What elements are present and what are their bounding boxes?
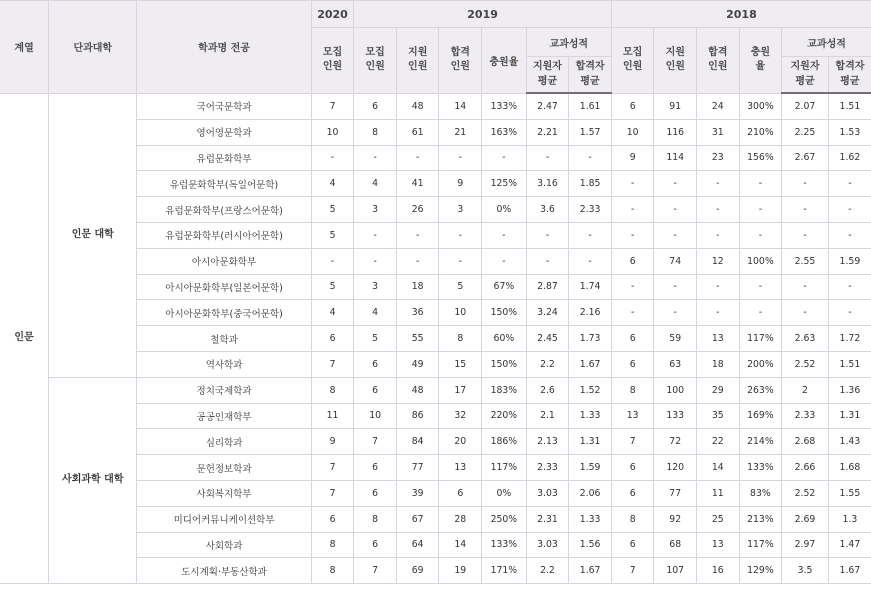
- value-cell: -: [828, 197, 871, 223]
- value-cell: 86: [396, 403, 439, 429]
- value-cell: 13: [697, 532, 740, 558]
- value-cell: 2.97: [782, 532, 829, 558]
- value-cell: 1.74: [569, 274, 612, 300]
- value-cell: 7: [354, 558, 397, 584]
- value-cell: 16: [697, 558, 740, 584]
- value-cell: 2.68: [782, 429, 829, 455]
- value-cell: 14: [439, 532, 482, 558]
- value-cell: 1.51: [828, 351, 871, 377]
- value-cell: 250%: [482, 506, 527, 532]
- header-year-2020: 2020: [311, 1, 354, 28]
- value-cell: 4: [354, 300, 397, 326]
- value-cell: 2.25: [782, 119, 829, 145]
- value-cell: 117%: [739, 532, 782, 558]
- value-cell: 25: [697, 506, 740, 532]
- value-cell: -: [526, 248, 569, 274]
- value-cell: 1.31: [569, 429, 612, 455]
- department-cell: 국어국문학과: [137, 93, 311, 119]
- header-department: 학과명 전공: [137, 1, 311, 94]
- value-cell: 1.31: [828, 403, 871, 429]
- value-cell: 68: [654, 532, 697, 558]
- value-cell: 107: [654, 558, 697, 584]
- value-cell: 0%: [482, 480, 527, 506]
- value-cell: -: [782, 197, 829, 223]
- value-cell: -: [526, 145, 569, 171]
- value-cell: 26: [396, 197, 439, 223]
- value-cell: -: [611, 274, 654, 300]
- value-cell: 2.52: [782, 480, 829, 506]
- value-cell: -: [697, 197, 740, 223]
- value-cell: 3: [354, 197, 397, 223]
- value-cell: 8: [311, 558, 354, 584]
- value-cell: 24: [697, 93, 740, 119]
- value-cell: 213%: [739, 506, 782, 532]
- value-cell: 186%: [482, 429, 527, 455]
- value-cell: 61: [396, 119, 439, 145]
- value-cell: 1.72: [828, 326, 871, 352]
- value-cell: -: [482, 145, 527, 171]
- value-cell: 3.24: [526, 300, 569, 326]
- value-cell: 100: [654, 377, 697, 403]
- department-cell: 아시아문화학부(일본어문학): [137, 274, 311, 300]
- value-cell: 10: [439, 300, 482, 326]
- table-row: [0, 93, 871, 119]
- value-cell: -: [482, 222, 527, 248]
- department-cell: 문헌정보학과: [137, 455, 311, 481]
- value-cell: 77: [654, 480, 697, 506]
- value-cell: 0%: [482, 197, 527, 223]
- value-cell: 4: [311, 171, 354, 197]
- value-cell: -: [569, 145, 612, 171]
- value-cell: 9: [439, 171, 482, 197]
- value-cell: 7: [354, 429, 397, 455]
- value-cell: 14: [439, 93, 482, 119]
- value-cell: 1.43: [828, 429, 871, 455]
- department-cell: 유럽문화학부(프랑스어문학): [137, 197, 311, 223]
- value-cell: 1.59: [828, 248, 871, 274]
- value-cell: -: [654, 197, 697, 223]
- value-cell: -: [782, 274, 829, 300]
- value-cell: 9: [311, 429, 354, 455]
- header-2018-grades: 교과성적: [782, 28, 871, 57]
- value-cell: 7: [311, 480, 354, 506]
- value-cell: -: [828, 171, 871, 197]
- value-cell: 114: [654, 145, 697, 171]
- value-cell: 6: [611, 351, 654, 377]
- header-2019-applicant-avg: 지원자 평균: [526, 57, 569, 94]
- value-cell: 91: [654, 93, 697, 119]
- value-cell: 13: [697, 326, 740, 352]
- header-2018-fill-rate: 충원 율: [739, 28, 782, 94]
- value-cell: 2.45: [526, 326, 569, 352]
- value-cell: 133%: [739, 455, 782, 481]
- value-cell: -: [611, 300, 654, 326]
- value-cell: 4: [354, 171, 397, 197]
- value-cell: -: [439, 222, 482, 248]
- value-cell: -: [697, 300, 740, 326]
- value-cell: 2: [782, 377, 829, 403]
- value-cell: 63: [654, 351, 697, 377]
- value-cell: 117%: [482, 455, 527, 481]
- value-cell: 2.55: [782, 248, 829, 274]
- value-cell: 2.07: [782, 93, 829, 119]
- value-cell: -: [611, 197, 654, 223]
- value-cell: 1.33: [569, 506, 612, 532]
- header-2019-accepted-avg: 합격자 평균: [569, 57, 612, 94]
- department-cell: 미디어커뮤니케이션학부: [137, 506, 311, 532]
- value-cell: 2.66: [782, 455, 829, 481]
- value-cell: 2.2: [526, 558, 569, 584]
- value-cell: 77: [396, 455, 439, 481]
- value-cell: 6: [439, 480, 482, 506]
- value-cell: 8: [611, 506, 654, 532]
- value-cell: 3.03: [526, 532, 569, 558]
- value-cell: 6: [354, 377, 397, 403]
- value-cell: 7: [311, 93, 354, 119]
- value-cell: 263%: [739, 377, 782, 403]
- value-cell: 18: [396, 274, 439, 300]
- value-cell: 1.55: [828, 480, 871, 506]
- department-cell: 유럽문화학부(러시아어문학): [137, 222, 311, 248]
- value-cell: 2.63: [782, 326, 829, 352]
- value-cell: 3: [354, 274, 397, 300]
- value-cell: 220%: [482, 403, 527, 429]
- value-cell: 150%: [482, 351, 527, 377]
- value-cell: 169%: [739, 403, 782, 429]
- value-cell: 48: [396, 377, 439, 403]
- value-cell: 74: [654, 248, 697, 274]
- value-cell: 19: [439, 558, 482, 584]
- value-cell: 29: [697, 377, 740, 403]
- value-cell: 2.1: [526, 403, 569, 429]
- value-cell: -: [439, 248, 482, 274]
- value-cell: 163%: [482, 119, 527, 145]
- value-cell: 3: [439, 197, 482, 223]
- value-cell: -: [654, 222, 697, 248]
- value-cell: -: [396, 145, 439, 171]
- value-cell: 117%: [739, 326, 782, 352]
- value-cell: 41: [396, 171, 439, 197]
- value-cell: 133: [654, 403, 697, 429]
- value-cell: 1.73: [569, 326, 612, 352]
- value-cell: 133%: [482, 532, 527, 558]
- value-cell: -: [782, 222, 829, 248]
- value-cell: -: [828, 222, 871, 248]
- value-cell: 1.56: [569, 532, 612, 558]
- value-cell: -: [482, 248, 527, 274]
- value-cell: 120: [654, 455, 697, 481]
- value-cell: -: [311, 248, 354, 274]
- value-cell: 22: [697, 429, 740, 455]
- value-cell: 1.59: [569, 455, 612, 481]
- value-cell: 2.21: [526, 119, 569, 145]
- value-cell: 8: [311, 377, 354, 403]
- value-cell: 10: [311, 119, 354, 145]
- value-cell: 2.47: [526, 93, 569, 119]
- table-row: [0, 377, 871, 403]
- department-cell: 철학과: [137, 326, 311, 352]
- value-cell: 67%: [482, 274, 527, 300]
- header-2019-grades: 교과성적: [526, 28, 611, 57]
- value-cell: 6: [611, 455, 654, 481]
- value-cell: 2.69: [782, 506, 829, 532]
- value-cell: 64: [396, 532, 439, 558]
- value-cell: 133%: [482, 93, 527, 119]
- value-cell: -: [396, 222, 439, 248]
- college-cell: 사회과학 대학: [49, 377, 137, 583]
- header-category: 계열: [0, 1, 49, 94]
- value-cell: 2.6: [526, 377, 569, 403]
- value-cell: 67: [396, 506, 439, 532]
- department-cell: 사회복지학부: [137, 480, 311, 506]
- value-cell: 12: [697, 248, 740, 274]
- value-cell: 83%: [739, 480, 782, 506]
- college-cell: 인문 대학: [49, 93, 137, 377]
- value-cell: -: [782, 300, 829, 326]
- department-cell: 심리학과: [137, 429, 311, 455]
- value-cell: 3.16: [526, 171, 569, 197]
- value-cell: 5: [354, 326, 397, 352]
- department-cell: 아시아문화학부: [137, 248, 311, 274]
- value-cell: 23: [697, 145, 740, 171]
- value-cell: 1.61: [569, 93, 612, 119]
- value-cell: 3.03: [526, 480, 569, 506]
- header-2019-recruit: 모집 인원: [354, 28, 397, 94]
- value-cell: 1.36: [828, 377, 871, 403]
- header-2018-accepted: 합격 인원: [697, 28, 740, 94]
- value-cell: 84: [396, 429, 439, 455]
- value-cell: -: [739, 274, 782, 300]
- value-cell: 11: [697, 480, 740, 506]
- value-cell: 49: [396, 351, 439, 377]
- value-cell: 7: [311, 455, 354, 481]
- value-cell: 116: [654, 119, 697, 145]
- value-cell: 2.33: [569, 197, 612, 223]
- value-cell: -: [739, 300, 782, 326]
- value-cell: 8: [439, 326, 482, 352]
- value-cell: 31: [697, 119, 740, 145]
- value-cell: 6: [354, 351, 397, 377]
- header-2018-recruit: 모집 인원: [611, 28, 654, 94]
- value-cell: 48: [396, 93, 439, 119]
- header-2018-applicant-avg: 지원자 평균: [782, 57, 829, 94]
- value-cell: 2.87: [526, 274, 569, 300]
- value-cell: 20: [439, 429, 482, 455]
- value-cell: 7: [311, 351, 354, 377]
- value-cell: 7: [611, 429, 654, 455]
- value-cell: 1.85: [569, 171, 612, 197]
- value-cell: 1.67: [569, 351, 612, 377]
- department-cell: 공공인재학부: [137, 403, 311, 429]
- value-cell: -: [611, 222, 654, 248]
- value-cell: 6: [611, 326, 654, 352]
- value-cell: 17: [439, 377, 482, 403]
- value-cell: 59: [654, 326, 697, 352]
- value-cell: 1.3: [828, 506, 871, 532]
- value-cell: 2.67: [782, 145, 829, 171]
- value-cell: 214%: [739, 429, 782, 455]
- value-cell: 6: [354, 480, 397, 506]
- value-cell: -: [439, 145, 482, 171]
- department-cell: 도시계획·부동산학과: [137, 558, 311, 584]
- value-cell: -: [569, 222, 612, 248]
- value-cell: 1.47: [828, 532, 871, 558]
- value-cell: -: [396, 248, 439, 274]
- value-cell: 10: [611, 119, 654, 145]
- value-cell: 8: [311, 532, 354, 558]
- department-cell: 영어영문학과: [137, 119, 311, 145]
- value-cell: -: [354, 248, 397, 274]
- header-2019-accepted: 합격 인원: [439, 28, 482, 94]
- value-cell: -: [654, 171, 697, 197]
- value-cell: 6: [611, 248, 654, 274]
- value-cell: 6: [611, 93, 654, 119]
- value-cell: -: [739, 171, 782, 197]
- value-cell: 3.6: [526, 197, 569, 223]
- value-cell: 1.53: [828, 119, 871, 145]
- value-cell: 6: [354, 93, 397, 119]
- value-cell: 9: [611, 145, 654, 171]
- value-cell: 32: [439, 403, 482, 429]
- value-cell: 5: [439, 274, 482, 300]
- value-cell: 1.67: [569, 558, 612, 584]
- value-cell: 8: [354, 119, 397, 145]
- value-cell: 15: [439, 351, 482, 377]
- header-2018-accepted-avg: 합격자 평균: [828, 57, 871, 94]
- value-cell: 2.33: [782, 403, 829, 429]
- value-cell: 183%: [482, 377, 527, 403]
- value-cell: 35: [697, 403, 740, 429]
- value-cell: 2.31: [526, 506, 569, 532]
- department-cell: 유럽문화학부: [137, 145, 311, 171]
- value-cell: 2.33: [526, 455, 569, 481]
- value-cell: -: [782, 171, 829, 197]
- value-cell: 300%: [739, 93, 782, 119]
- value-cell: 200%: [739, 351, 782, 377]
- value-cell: 5: [311, 222, 354, 248]
- value-cell: 210%: [739, 119, 782, 145]
- value-cell: 11: [311, 403, 354, 429]
- value-cell: 28: [439, 506, 482, 532]
- value-cell: 6: [311, 506, 354, 532]
- value-cell: 171%: [482, 558, 527, 584]
- value-cell: -: [569, 248, 612, 274]
- value-cell: 13: [611, 403, 654, 429]
- department-cell: 유럽문화학부(독일어문학): [137, 171, 311, 197]
- value-cell: -: [654, 274, 697, 300]
- value-cell: 1.33: [569, 403, 612, 429]
- value-cell: -: [697, 171, 740, 197]
- value-cell: 6: [611, 532, 654, 558]
- department-cell: 역사학과: [137, 351, 311, 377]
- value-cell: 1.62: [828, 145, 871, 171]
- value-cell: -: [828, 300, 871, 326]
- value-cell: 18: [697, 351, 740, 377]
- value-cell: -: [697, 222, 740, 248]
- value-cell: 129%: [739, 558, 782, 584]
- value-cell: 55: [396, 326, 439, 352]
- value-cell: -: [654, 300, 697, 326]
- value-cell: 60%: [482, 326, 527, 352]
- header-year-2019: 2019: [354, 1, 612, 28]
- value-cell: 1.57: [569, 119, 612, 145]
- value-cell: 92: [654, 506, 697, 532]
- value-cell: 2.13: [526, 429, 569, 455]
- header-2019-applicants: 지원 인원: [396, 28, 439, 94]
- table-header: [0, 1, 871, 94]
- value-cell: -: [311, 145, 354, 171]
- value-cell: -: [611, 171, 654, 197]
- value-cell: 10: [354, 403, 397, 429]
- value-cell: -: [354, 222, 397, 248]
- header-college: 단과대학: [49, 1, 137, 94]
- value-cell: 6: [611, 480, 654, 506]
- value-cell: 6: [354, 532, 397, 558]
- header-year-2018: 2018: [611, 1, 871, 28]
- value-cell: 2.16: [569, 300, 612, 326]
- value-cell: 7: [611, 558, 654, 584]
- value-cell: 156%: [739, 145, 782, 171]
- value-cell: -: [697, 274, 740, 300]
- value-cell: 69: [396, 558, 439, 584]
- table-body: [0, 93, 871, 584]
- value-cell: 2.52: [782, 351, 829, 377]
- value-cell: 36: [396, 300, 439, 326]
- value-cell: -: [739, 197, 782, 223]
- department-cell: 아시아문화학부(중국어문학): [137, 300, 311, 326]
- value-cell: 100%: [739, 248, 782, 274]
- value-cell: 1.67: [828, 558, 871, 584]
- value-cell: 2.06: [569, 480, 612, 506]
- value-cell: 150%: [482, 300, 527, 326]
- value-cell: -: [526, 222, 569, 248]
- value-cell: 14: [697, 455, 740, 481]
- value-cell: 72: [654, 429, 697, 455]
- value-cell: 125%: [482, 171, 527, 197]
- header-2018-applicants: 지원 인원: [654, 28, 697, 94]
- value-cell: 1.68: [828, 455, 871, 481]
- value-cell: 2.2: [526, 351, 569, 377]
- value-cell: -: [739, 222, 782, 248]
- value-cell: 8: [354, 506, 397, 532]
- header-2020-recruit: 모집 인원: [311, 28, 354, 94]
- value-cell: 6: [354, 455, 397, 481]
- department-cell: 정치국제학과: [137, 377, 311, 403]
- value-cell: 1.51: [828, 93, 871, 119]
- department-cell: 사회학과: [137, 532, 311, 558]
- value-cell: 5: [311, 274, 354, 300]
- value-cell: 39: [396, 480, 439, 506]
- category-cell: 인문: [0, 93, 49, 584]
- value-cell: -: [354, 145, 397, 171]
- value-cell: 21: [439, 119, 482, 145]
- value-cell: 6: [311, 326, 354, 352]
- value-cell: 1.52: [569, 377, 612, 403]
- value-cell: -: [828, 274, 871, 300]
- value-cell: 3.5: [782, 558, 829, 584]
- value-cell: 5: [311, 197, 354, 223]
- value-cell: 13: [439, 455, 482, 481]
- header-2019-fill-rate: 충원율: [482, 28, 527, 94]
- value-cell: 8: [611, 377, 654, 403]
- value-cell: 4: [311, 300, 354, 326]
